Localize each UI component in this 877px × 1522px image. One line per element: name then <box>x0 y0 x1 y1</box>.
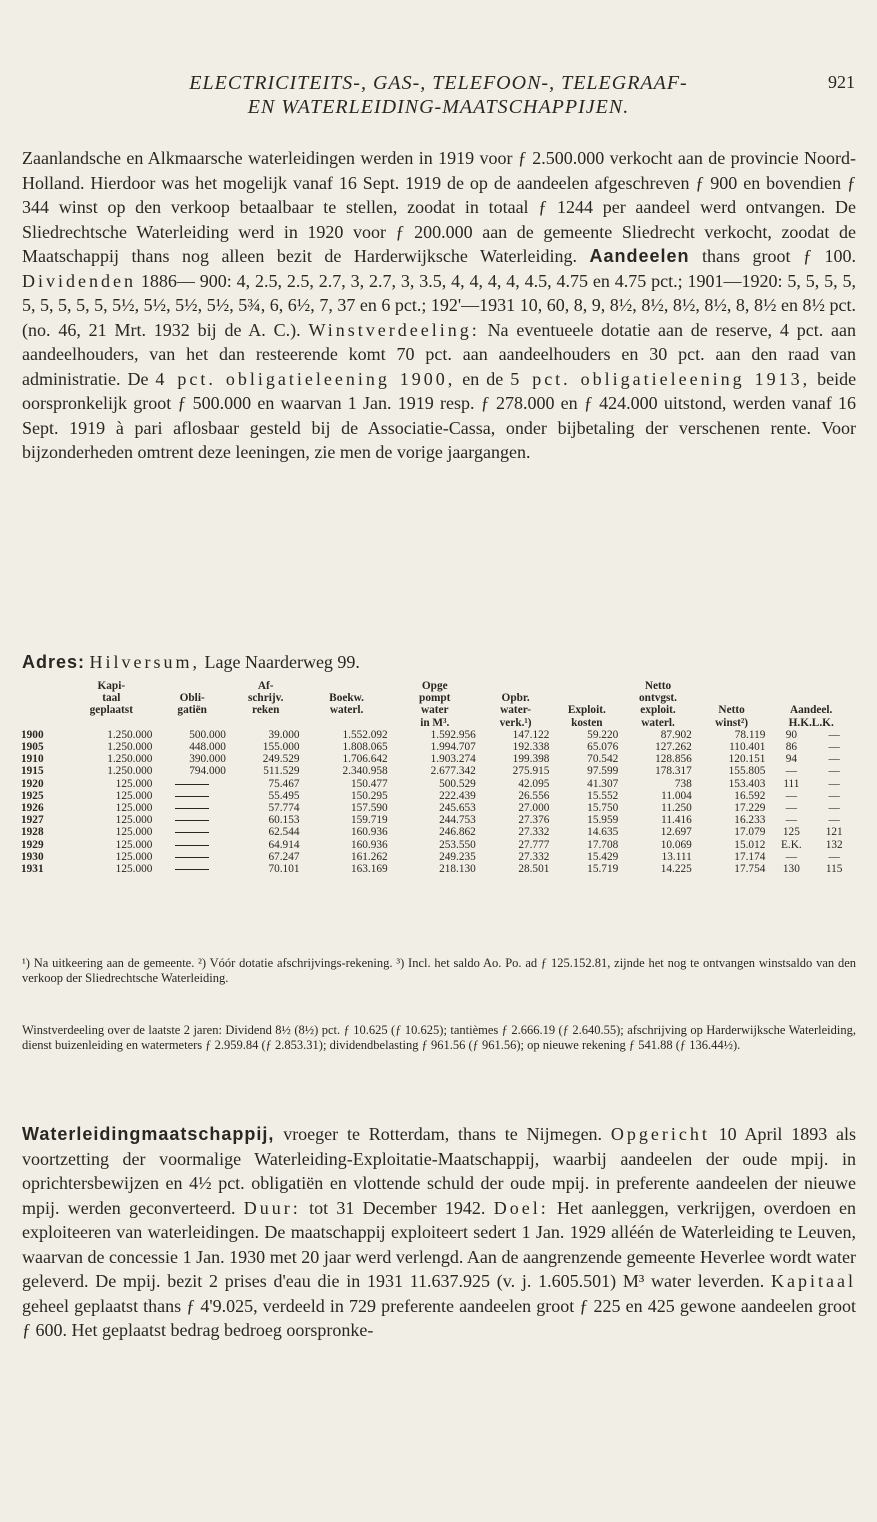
table-cell: 246.862 <box>439 826 476 839</box>
table-cell: 70.101 <box>268 863 300 876</box>
table-header-cell <box>303 717 391 729</box>
table-header-cell <box>552 692 621 704</box>
heading-doel: Doel: <box>493 1197 549 1218</box>
table-cell: 127.262 <box>655 741 692 754</box>
dash-rule <box>175 784 209 785</box>
table-cell: 130 <box>782 863 800 876</box>
table-header-cell: Netto <box>718 704 745 717</box>
table-cell: 16.592 <box>734 789 766 802</box>
table-row <box>18 814 854 826</box>
table-cell: 17.174 <box>734 850 766 863</box>
table-header-cell: pompt <box>419 692 451 705</box>
table-cell: 794.000 <box>189 765 226 778</box>
table-cell: — <box>828 814 840 827</box>
table-header-cell: waterl. <box>641 716 675 729</box>
table-cell: 41.307 <box>587 777 619 790</box>
table-cell: 245.653 <box>439 802 476 815</box>
dash-rule <box>175 808 209 809</box>
table-cell: 1.552.092 <box>342 728 388 741</box>
table-cell: 15.959 <box>587 814 619 827</box>
table-cell: — <box>828 850 840 863</box>
history-text: Zaanlandsche en Alkmaarsche waterleidingen werden in 1919 voor ƒ 2.500.000 verkocht aan de provincie Noord-Holland. Hierdoor was het mogelijk vanaf 16 Sept. 1919 de op de aandeelen afgeschreven ƒ 900 en bovendien ƒ 344 winst op den verkoop betaalbaar te stellen, zoodat in totaal ƒ 1244 per aandeel werd ontvangen. De Sliedrechtsche Waterleiding werd in 1920 voor ƒ 200.000 aan de gemeente Sliedrecht verkocht, zoodat de Maatschappij thans nog alleen bezit de Harderwijksche Waterleiding. <box>22 148 856 266</box>
table-cell: 160.936 <box>350 838 388 851</box>
heading-winstverdeeling: Winstverdeeling: <box>308 319 480 340</box>
running-header-line-2: EN WATERLEIDING-MAATSCHAPPIJEN. <box>247 96 630 118</box>
table-header-cell: Opge <box>421 680 448 692</box>
table-header-cell: geplaatst <box>89 704 133 717</box>
table-header-cell: schrijv. <box>248 692 284 705</box>
table-year-cell: 1927 <box>21 814 44 827</box>
table-cell: — <box>828 728 840 741</box>
table-cell: 1.808.065 <box>342 741 388 754</box>
heading-obligatieleening-1900: 4 pct. obligatieleening 1900, <box>155 368 456 389</box>
table-header-cell <box>303 680 391 692</box>
table-cell: 55.495 <box>268 789 300 802</box>
table-cell: 12.697 <box>660 826 692 839</box>
table-header-cell <box>67 717 155 729</box>
table-footnote: ¹) Na uitkeering aan de gemeente. ²) Vóór dotatie afschrijvings-rekening. ³) Incl. het saldo Ao. Po. ad ƒ 125.152.81, zijnde het nog te ontvangen winstsaldo van den verkoop der Sliedrechtsche Waterleiding. <box>22 956 856 985</box>
winstverdeeling-text: Na eventueele dotatie aan de reserve, 4 pct. aan aandeelhouders, van het dan resteerende komt 70 pct. aan aandeelhouders en 30 pct. aan den raad van administratie. De <box>22 319 857 389</box>
table-cell: 62.544 <box>268 826 300 839</box>
adres-street: Lage Naarderweg 99. <box>204 652 360 672</box>
table-cell: 390.000 <box>189 753 226 766</box>
table-cell: 17.229 <box>734 802 766 815</box>
table-header-cell: reken <box>252 704 280 717</box>
table-header-cell: water <box>420 704 449 717</box>
table-cell: 1.994.707 <box>430 741 476 754</box>
table-cell: 14.225 <box>660 863 692 876</box>
table-cell: 15.552 <box>587 789 619 802</box>
table-cell <box>155 778 229 790</box>
table-header-cell <box>552 680 621 692</box>
table-header-cell <box>479 680 553 692</box>
table-cell: 2.677.342 <box>430 765 476 778</box>
table-row <box>18 851 854 863</box>
table-cell: 218.130 <box>439 863 476 876</box>
table-header-row <box>18 717 854 729</box>
table-cell: 27.777 <box>518 838 550 851</box>
table-cell: 15.429 <box>587 850 619 863</box>
table-cell: 17.754 <box>734 863 766 876</box>
table-cell: 155.000 <box>262 741 300 754</box>
table-cell: 1.250.000 <box>107 728 153 741</box>
table-cell: 160.936 <box>350 826 388 839</box>
kapitaal-text: geheel geplaatst thans ƒ 4'9.025, verdeeld in 729 preferente aandeelen groot ƒ 225 en 425 gewone aandeelen groot ƒ 600. Het geplaatst bedrag bedroeg oorspronke- <box>22 1295 856 1340</box>
table-cell: 17.079 <box>734 826 766 839</box>
table-cell: 11.250 <box>661 802 692 815</box>
adres-city: Hilversum, <box>89 652 201 672</box>
table-year-cell: 1926 <box>21 802 44 815</box>
table-cell: — <box>785 765 798 778</box>
table-cell: 159.719 <box>350 814 388 827</box>
table-cell: 125.000 <box>115 802 153 815</box>
table-cell: 15.750 <box>587 802 619 815</box>
financial-table <box>18 680 854 875</box>
table-cell: — <box>828 765 840 778</box>
table-cell: 59.220 <box>587 728 619 741</box>
table-header-cell <box>18 680 67 692</box>
table-cell <box>155 802 229 814</box>
table-cell: 1.250.000 <box>107 741 153 754</box>
table-cell: — <box>828 753 840 766</box>
table-cell: 27.332 <box>518 826 550 839</box>
table-year-cell: 1930 <box>21 850 44 863</box>
table-cell: 94 <box>785 753 798 766</box>
table-header-cell <box>18 704 67 716</box>
table-cell: 70.542 <box>587 753 619 766</box>
duur-text: tot 31 December 1942. <box>309 1197 486 1218</box>
table-header-cell: Opbr. <box>501 692 530 705</box>
paragraph-waterleiding-history <box>22 146 856 465</box>
table-header-cell: gatiën <box>177 704 207 717</box>
table-cell: — <box>828 741 840 754</box>
company-name: Waterleidingmaatschappij, <box>22 1124 275 1144</box>
table-year-cell: 1929 <box>21 838 44 851</box>
table-row <box>18 802 854 814</box>
dividenden-text: 1886— 900: 4, 2.5, 2.5, 2.7, 3, 2.7, 3, 3.5, 4, 4, 4, 4, 4.5, 4.75 en 4.75 pct.; 1901—1920: 5, 5, 5, 5, 5, 5, 5, 5, 5, 5½, 5½, 5½, 5½, 5¾, 6, 6½, 7, 37 en 6 pct.; 192'—1931 10, 60, 8, 9, 8½, 8½, 8½, 8½, 8, 8½ en 8½ pct. (no. 46, 21 Mrt. 1932 bij de A. C.). <box>22 270 857 340</box>
table-cell: 78.119 <box>734 728 766 741</box>
table-year-cell: 1931 <box>21 863 44 876</box>
table-cell: 1.706.642 <box>342 753 388 766</box>
table-year-cell: 1915 <box>21 765 44 778</box>
table-header-cell <box>229 717 303 729</box>
table-cell: 125 <box>782 826 800 839</box>
company-location: vroeger te Rotterdam, thans te Nijmegen. <box>283 1124 603 1144</box>
running-header-line-1: ELECTRICITEITS-, GAS-, TELEFOON-, TELEGRAAF- <box>189 72 688 94</box>
table-cell: 125.000 <box>115 826 153 839</box>
table-cell: 97.599 <box>587 765 619 778</box>
table-cell: 153.403 <box>728 777 766 790</box>
table-cell: — <box>785 850 798 863</box>
table-header-cell: exploit. <box>640 704 676 717</box>
table-cell: 150.477 <box>350 777 388 790</box>
table-row <box>18 765 854 777</box>
table-header-cell <box>18 692 67 704</box>
table-cell: 11.416 <box>661 814 692 827</box>
table-cell: 90 <box>785 728 798 741</box>
table-cell: — <box>785 802 798 815</box>
table-header-cell: waterl. <box>329 704 364 717</box>
table-cell: 249.529 <box>262 753 300 766</box>
table-cell <box>155 790 229 802</box>
table-cell: — <box>828 789 840 802</box>
table-year-cell: 1905 <box>21 741 44 754</box>
table-cell <box>155 851 229 863</box>
table-cell: 27.376 <box>518 814 550 827</box>
table-cell: 86 <box>785 741 798 754</box>
table-header-cell <box>695 680 769 692</box>
table-cell: 163.169 <box>350 863 388 876</box>
table-header-row <box>18 704 854 716</box>
table-cell: 132 <box>825 838 843 851</box>
table-cell: 125.000 <box>115 850 153 863</box>
table-cell: 75.467 <box>268 777 300 790</box>
paragraph-waterleidingmaatschappij <box>22 1122 856 1343</box>
dash-rule <box>175 869 209 870</box>
table-header-cell <box>155 680 229 692</box>
table-cell: 28.501 <box>518 863 550 876</box>
table-cell: 39.000 <box>268 728 300 741</box>
table-cell: 511.529 <box>263 765 300 778</box>
dash-rule <box>175 845 209 846</box>
table-cell: 147.122 <box>512 728 550 741</box>
heading-aandeelen: Aandeelen <box>589 246 690 266</box>
table-cell: 500.000 <box>189 728 226 741</box>
doel-text: Het aanleggen, verkrijgen, overdoen en exploiteeren van waterleidingen. De maatschappij exploiteert sedert 1 Jan. 1929 alléén de Waterleiding te Leuven, waarvan de concessie 1 Jan. 1930 met 20 jaar werd verlengd. Aan de aangrenzende gemeente Heverlee wordt water geleverd. De mpij. bezit 2 prises d'eau die in 1931 11.637.925 (v. j. 1.605.501) M³ water leverden. <box>22 1197 857 1291</box>
table-cell: 125.000 <box>115 789 153 802</box>
table-cell: 87.902 <box>660 728 692 741</box>
table-cell: 27.000 <box>518 802 550 815</box>
table-header-cell: ontvgst. <box>639 692 678 705</box>
table-cell: 253.550 <box>439 838 476 851</box>
table-cell: 192.338 <box>512 741 550 754</box>
table-header-cell: in M³. <box>420 716 450 729</box>
table-header-cell <box>768 692 854 704</box>
table-header-cell <box>18 717 67 729</box>
aandeelen-text: thans groot ƒ 100. <box>702 246 857 266</box>
table-cell: 13.111 <box>661 850 692 863</box>
table-row <box>18 839 854 851</box>
table-cell: 42.095 <box>518 777 550 790</box>
table-cell: 275.915 <box>512 765 550 778</box>
table-row <box>18 778 854 790</box>
table-cell: 115 <box>825 863 843 876</box>
table-cell: 448.000 <box>189 741 226 754</box>
leeningen-text: beide oorspronkelijk groot ƒ 500.000 en waarvan 1 Jan. 1919 resp. ƒ 278.000 en ƒ 424.000 uitstond, werden vanaf 16 Sept. 1919 à pari aflosbaar gesteld bij de Associatie-Cassa, onder bijbetaling der verschenen rente. Voor bijzonderheden omtrent deze leeningen, zie men de vorige jaargangen. <box>22 368 857 462</box>
table-header-row <box>18 680 854 692</box>
dash-rule <box>175 857 209 858</box>
table-header-cell <box>695 692 769 704</box>
table-cell: 11.004 <box>661 789 692 802</box>
table-cell: 1.903.274 <box>430 753 476 766</box>
table-header-cell: Kapi- <box>97 680 126 692</box>
table-cell: 16.233 <box>734 814 766 827</box>
table-header-cell: Obli- <box>179 692 205 705</box>
table-row <box>18 753 854 765</box>
table-cell: 26.556 <box>518 789 550 802</box>
table-cell: 1.250.000 <box>107 765 153 778</box>
financial-table-body <box>18 729 854 875</box>
table-cell: 14.635 <box>587 826 619 839</box>
table-cell: 249.235 <box>439 850 476 863</box>
table-cell: 157.590 <box>350 802 388 815</box>
table-header-row <box>18 692 854 704</box>
table-cell: 738 <box>674 777 692 790</box>
table-cell: 2.340.958 <box>342 765 388 778</box>
table-cell: 121 <box>825 826 843 839</box>
table-cell: 150.295 <box>350 789 388 802</box>
table-cell: 500.529 <box>439 777 476 790</box>
table-year-cell: 1900 <box>21 728 44 741</box>
table-header-cell: winst²) <box>715 716 749 729</box>
heading-duur: Duur: <box>243 1197 301 1218</box>
table-year-cell: 1925 <box>21 789 44 802</box>
table-cell: 111 <box>783 777 800 790</box>
adres-label: Adres: <box>22 652 86 672</box>
heading-obligatieleening-1913: 5 pct. obligatieleening 1913, <box>510 368 811 389</box>
heading-dividenden: Dividenden <box>22 270 136 291</box>
heading-kapitaal: Kapitaal <box>771 1271 856 1291</box>
table-header-cell: Aandeel. <box>790 704 833 717</box>
table-year-cell: 1920 <box>21 777 44 790</box>
table-cell: E.K. <box>781 838 802 851</box>
winstverdeeling-note: Winstverdeeling over de laatste 2 jaren: Dividend 8½ (8½) pct. ƒ 10.625 (ƒ 10.625); tantièmes ƒ 2.666.19 (ƒ 2.640.55); afschrijving op Harderwijksche Waterleiding, dienst buizenleiding en watermeters ƒ 2.959.84 (ƒ 2.853.31); dividendbelasting ƒ 961.56 (ƒ 961.56); op nieuwe rekening ƒ 541.88 (ƒ 136.44½). <box>22 1023 856 1052</box>
table-header-cell: water- <box>500 704 532 717</box>
page-number: 921 <box>828 72 855 92</box>
table-year-cell: 1910 <box>21 753 44 766</box>
table-cell: — <box>828 802 840 815</box>
table-cell: 128.856 <box>655 753 692 766</box>
financial-table-header <box>18 680 854 729</box>
table-cell: 178.317 <box>655 765 692 778</box>
table-cell <box>155 863 229 875</box>
table-header-cell <box>768 680 854 692</box>
dash-rule <box>175 796 209 797</box>
table-cell: 199.398 <box>512 753 550 766</box>
table-header-cell: verk.¹) <box>499 716 532 729</box>
table-cell: 15.719 <box>587 863 619 876</box>
table-cell: 222.439 <box>439 789 476 802</box>
table-cell: 125.000 <box>115 863 153 876</box>
table-cell: 27.332 <box>518 850 550 863</box>
table-header-cell: Netto <box>644 680 672 692</box>
table-cell: 125.000 <box>115 777 153 790</box>
table-header-cell: Boekw. <box>329 692 365 705</box>
table-cell: 155.805 <box>728 765 766 778</box>
table-header-cell: taal <box>102 692 121 705</box>
table-row <box>18 729 854 741</box>
table-row <box>18 863 854 875</box>
table-cell: 120.151 <box>728 753 766 766</box>
table-cell: — <box>785 814 798 827</box>
opgericht-text: 10 April 1893 als voortzetting der voormalige Waterleiding-Exploitatie-Maatschappij, waarbij aandeelen der oude mpij. in oprichtersbewijzen en 4½ pct. obligatiën en vlottende schuld der oude mpij. in preferente aandeelen der nieuwe mpij. werden geconverteerd. <box>22 1124 857 1218</box>
table-cell: 57.774 <box>268 802 300 815</box>
table-cell: 17.708 <box>587 838 619 851</box>
table-header-cell: H.K.L.K. <box>788 716 834 729</box>
heading-opgericht: Opgericht <box>610 1124 710 1144</box>
table-cell: 10.069 <box>660 838 692 851</box>
table-cell <box>155 839 229 851</box>
table-year-cell: 1928 <box>21 826 44 839</box>
table-cell: 161.262 <box>350 850 388 863</box>
table-cell: 15.012 <box>734 838 766 851</box>
table-cell: 64.914 <box>268 838 300 851</box>
table-cell <box>155 814 229 826</box>
table-cell: 125.000 <box>115 838 153 851</box>
table-cell: 67.247 <box>268 850 300 863</box>
connector-text: en de <box>462 368 504 389</box>
table-cell: 1.592.956 <box>430 728 476 741</box>
table-row <box>18 741 854 753</box>
table-cell: 125.000 <box>115 814 153 827</box>
dash-rule <box>175 832 209 833</box>
table-cell: 244.753 <box>439 814 476 827</box>
table-cell: — <box>828 777 840 790</box>
table-header-cell: Af- <box>257 680 274 692</box>
adres-line <box>22 650 856 675</box>
table-header-cell: kosten <box>571 716 603 729</box>
table-header-cell <box>155 717 229 729</box>
table-header-cell: Exploit. <box>567 704 606 717</box>
table-cell: — <box>785 789 798 802</box>
table-cell: 1.250.000 <box>107 753 153 766</box>
table-row <box>18 826 854 838</box>
table-cell: 65.076 <box>587 741 619 754</box>
table-cell: 60.153 <box>268 814 300 827</box>
table-row <box>18 790 854 802</box>
dash-rule <box>175 820 209 821</box>
table-cell: 110.401 <box>729 741 766 754</box>
table-cell <box>155 826 229 838</box>
